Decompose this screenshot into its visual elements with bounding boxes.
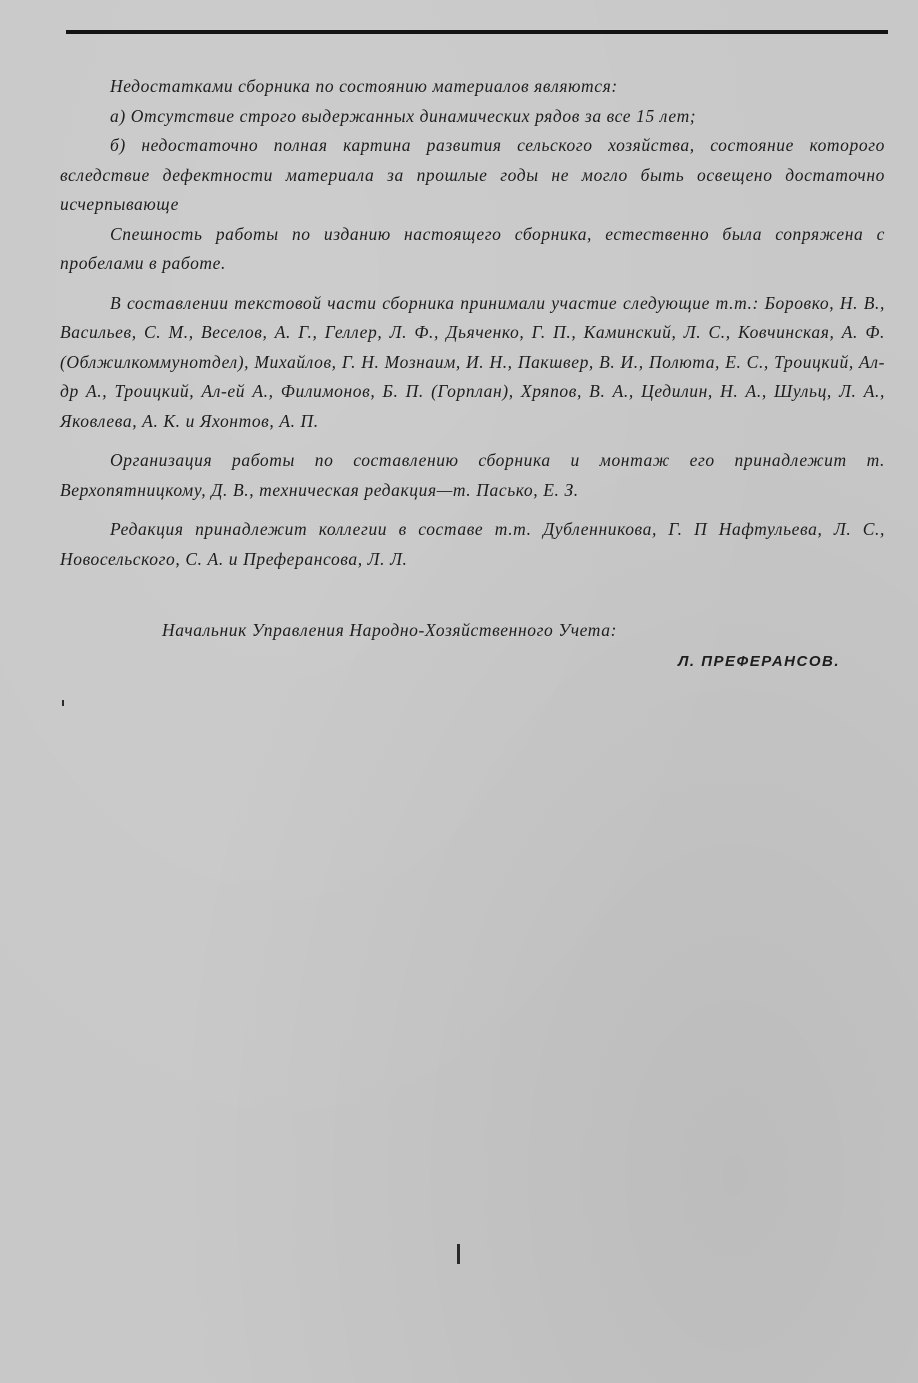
paragraph-shortcoming-a: а) Отсутствие строго выдержанных динамических рядов за все 15 лет; xyxy=(110,105,697,126)
top-rule xyxy=(66,30,888,34)
paragraph-organization: Организация работы по составлению сборника и монтаж его принадлежит т. Верхопятницкому, Д. В., техническая редакция—т. Пасько, Е. З. xyxy=(60,450,885,500)
text-body xyxy=(60,72,885,574)
signature-title: Начальник Управления Народно-Хозяйственного Учета: xyxy=(162,620,618,640)
paragraph-haste: Спешность работы по изданию настоящего сборника, естественно была сопряжена с пробелами в работе. xyxy=(60,223,885,273)
print-speck xyxy=(62,700,64,706)
signature-name: Л. ПРЕФЕРАНСОВ. xyxy=(678,653,840,670)
print-speck xyxy=(457,1244,460,1264)
paragraph-shortcoming-b: б) недостаточно полная картина развития сельского хозяйства, состояние которого вследствие дефектности материала за прошлые годы не могло быть освещено достаточно исчерпывающе xyxy=(60,135,885,214)
paragraph-shortcomings-intro: Недостатками сборника по состоянию материалов являются: xyxy=(110,76,618,96)
paragraph-editorial-board: Редакция принадлежит коллегии в составе т.т. Дубленникова, Г. П Нафтульева, Л. С., Новосельского, С. А. и Преферансова, Л. Л. xyxy=(60,519,885,569)
paragraph-contributors: В составлении текстовой части сборника принимали участие следующие т.т.: Боровко, Н. В., Васильев, С. М., Веселов, А. Г., Геллер, Л. Ф., Дьяченко, Г. П., Каминский, Л. С., Ковчинская, А. Ф. (Облжилкоммунотдел), Михайлов, Г. Н. Мознаим, И. Н., Пакшвер, В. И., Полюта, Е. С., Троицкий, Ал-др А., Троицкий, Ал-ей А., Филимонов, Б. П. (Горплан), Хряпов, В. А., Цедилин, Н. А., Шульц, Л. А., Яковлева, А. К. и Яхонтов, А. П. xyxy=(60,292,885,431)
